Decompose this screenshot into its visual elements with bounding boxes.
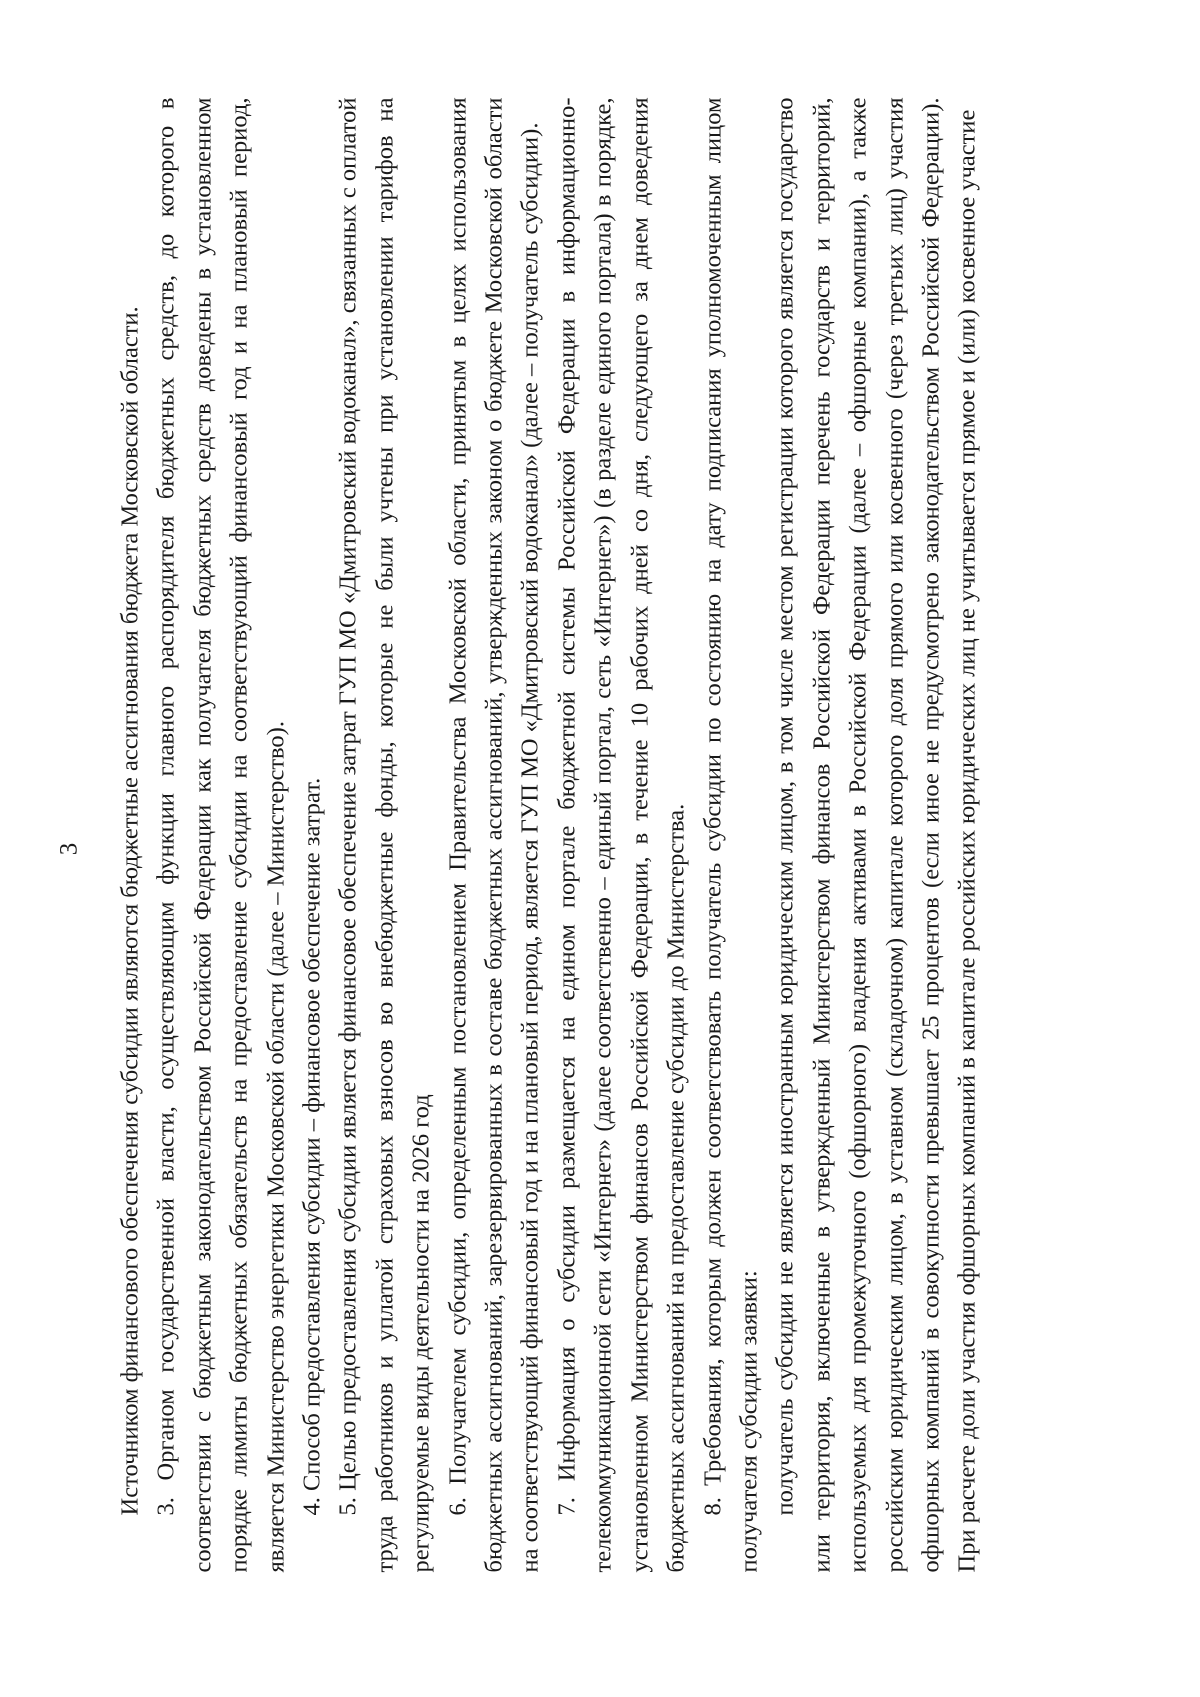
paragraph-funding-source: Источником финансового обеспечения субсидии являются бюджетные ассигнования бюджета Московской области. [116, 305, 143, 1515]
paragraph-4-method: 4. Способ предоставления субсидии – финансовое обеспечение затрат. [298, 777, 326, 1515]
page-number: 3 [55, 842, 82, 855]
paragraph-requirement-offshore: получатель субсидии не является иностранным юридическим лицом, в том числе местом регистрации которого является государство или территория, включенные в утвержденный Министерством финансов Российской Федерации перечень государств и территорий, используемых для промежуточного (офшорного) владения активами в Российской Федерации (далее – офшорные компании), а также российским юридическим лицом, в уставном (складочном) капитале которого доля прямого или косвенного (через третьих лиц) участия офшорных компаний в совокупности превышает 25 процентов (если иное не предусмотрено законодательством Российской Федерации). При расчете доли участия офшорных компаний в капитале российских юридических лиц не учитывается прямое и (или) косвенное участие [771, 97, 981, 1572]
paragraph-7-information: 7. Информация о субсидии размещается на едином портале бюджетной системы Российской Федерации в информационно-телекоммуникационной сети «Интернет» (далее соответственно – единый портал, сеть «Интернет») (в разделе единого портала) в порядке, установленном Министерством финансов Российской Федерации, в течение 10 рабочих дней со дня, следующего за днем доведения бюджетных ассигнований на предоставление субсидии до Министерства. [552, 97, 690, 1572]
paragraph-8-requirements: 8. Требования, которым должен соответствовать получатель субсидии по состоянию на дату подписания уполномоченным лицом получателя субсидии заявки: [698, 97, 762, 1572]
paragraph-3-authority: 3. Органом государственной власти, осуществляющим функции главного распорядителя бюджетных средств, до которого в соответствии с бюджетным законодательством Российской Федерации как получателя бюджетных средств доведены в установленном порядке лимиты бюджетных обязательств на предоставление субсидии на соответствующий финансовый год и на плановый период, является Министерство энергетики Московской области (далее – Министерство). [152, 97, 289, 1572]
paragraph-6-recipient: 6. Получателем субсидии, определенным постановлением Правительства Московской области, принятым в целях использования бюджетных ассигнований, зарезервированных в составе бюджетных ассигнований, утвержденных законом о бюджете Московской области на соответствующий финансовый год и на плановый период, является ГУП МО «Дмитровский водоканал» (далее – получатель субсидии). [443, 97, 544, 1572]
paragraph-5-purpose: 5. Целью предоставления субсидии является финансовое обеспечение затрат ГУП МО «Дмитровский водоканал», связанных с оплатой труда работников и уплатой страховых взносов во внебюджетные фонды, которые не были учтены при установлении тарифов на регулируемые виды деятельности на 2026 год [334, 97, 435, 1572]
body-text [112, 97, 986, 1572]
